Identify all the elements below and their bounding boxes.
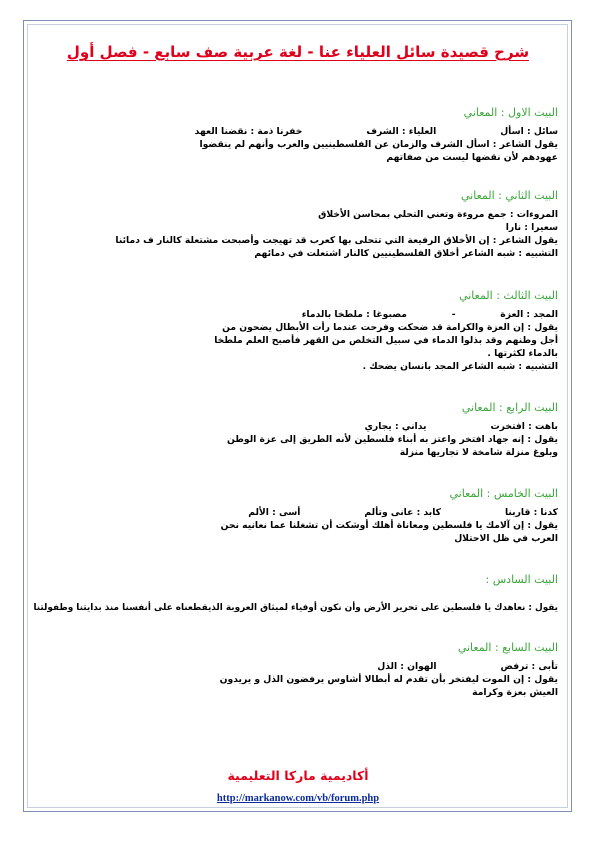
- vocabulary-line: سعيرا : نارا: [505, 222, 558, 233]
- explanation-line: أجل وطنهم وقد بذلوا الدماء في سبيل التخلص من القهر فأصبح العلم ملطخا: [214, 335, 558, 346]
- footer-academy-name: أكاديمية ماركا التعليمية: [227, 768, 369, 783]
- section-verse-4: [40, 400, 558, 459]
- section-verse-2: [40, 188, 558, 260]
- section-verse-7: [40, 640, 558, 699]
- section-verse-5: [40, 486, 558, 545]
- explanation-line: يقول : إن الموت ليفتخر بأن تقدم له أبطالا أشاوس يرفضون الذل و يريدون: [219, 674, 558, 685]
- vocabulary-line: المروءات : جمع مروءة وتعني التحلي بمحاسن الأخلاق: [318, 209, 558, 220]
- section-heading: البيت السابع : المعاني: [457, 641, 558, 654]
- section-heading: البيت الخامس : المعاني: [449, 487, 558, 500]
- simile-line: التشبيه : شبه الشاعر أخلاق الفلسطينيين كالنار اشتعلت في دمائهم: [254, 248, 558, 259]
- explanation-line: بالدماء لكثرتها .: [487, 348, 558, 359]
- section-heading: البيت السادس :: [485, 573, 558, 586]
- simile-line: التشبيه : شبه الشاعر المجد بانسان يضحك .: [362, 361, 558, 372]
- explanation-line: يقول : إن العزة والكرامة قد ضحكت وفرحت عندما رأت الأبطال يضحون من: [222, 322, 558, 333]
- section-heading: البيت الثالث : المعاني: [459, 289, 558, 302]
- section-verse-3: [40, 288, 558, 373]
- explanation-line: يقول : إنه جهاد افتخر واعتز به أبناء فلسطين لأنه الطريق إلى عزة الوطن: [227, 434, 558, 445]
- explanation-line: عهودهم لأن نقضها ليست من صفاتهم: [386, 152, 558, 163]
- explanation-line: يقول : نعاهدك يا فلسطين على تحرير الأرض وأن نكون أوفياء لميثاق العروبة الذيقطعناه على أنفسنا منذ بدايتنا وطفولتنا: [33, 603, 558, 613]
- section-heading: البيت الثاني : المعاني: [460, 189, 558, 202]
- explanation-line: يقول الشاعر : إن الأخلاق الرفيعة التي تتحلى بها كعرب قد تهيجت وأصبحت مشتعلة كالنار ف دمائنا: [115, 235, 558, 246]
- vocabulary-line: تأبى : ترفض الهوان : الذل: [377, 661, 558, 672]
- explanation-line: يقول : إن آلامك يا فلسطين ومعاناة أهلك أوشكت أن تشغلنا عما نعانيه نحن: [220, 520, 558, 531]
- explanation-line: وبلوغ منزلة شامخة لا تجاريها منزلة: [399, 447, 558, 458]
- footer-forum-link[interactable]: http://markanow.com/vb/forum.php: [216, 793, 380, 804]
- vocabulary-line: كدنا : قاربنا كابد : عانى وتألم أسى : الألم: [248, 507, 558, 518]
- section-heading: البيت الرابع : المعاني: [461, 401, 558, 414]
- section-verse-1: [40, 105, 558, 164]
- explanation-line: يقول الشاعر : اسأل الشرف والزمان عن الفلسطينيين والعرب وأنهم لم ينقضوا: [199, 139, 558, 150]
- vocabulary-line: المجد : العزة - مصبوغا : ملطخا بالدماء: [301, 309, 558, 320]
- section-heading: البيت الاول : المعاني: [463, 106, 558, 119]
- explanation-line: العيش بعزة وكرامة: [472, 687, 558, 698]
- page-title: شرح قصيدة سائل العلياء عنا - لغة عربية صف سابع - فصل أول: [66, 43, 530, 61]
- vocabulary-line: سائل : اسأل العلياء : الشرف خفرنا ذمة : نقضنا العهد: [194, 126, 558, 137]
- section-verse-6: [33, 572, 558, 615]
- explanation-line: العرب في ظل الاحتلال: [454, 533, 558, 544]
- vocabulary-line: باهت : افتخرت يداني : يجاري: [364, 421, 558, 432]
